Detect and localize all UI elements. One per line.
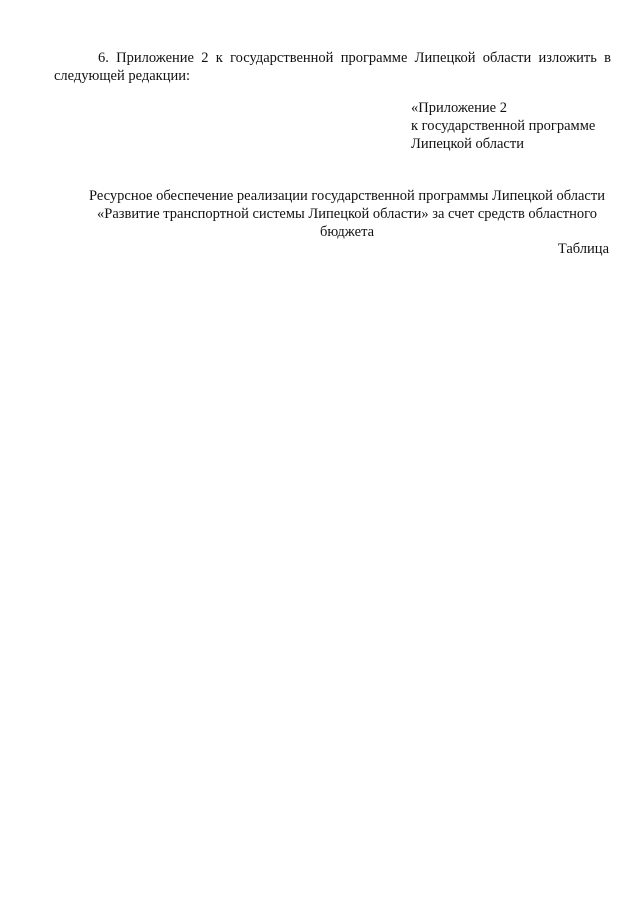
section-heading-line-3: бюджета — [319, 224, 375, 240]
annex-header-line-2: к государственной программе — [411, 118, 596, 134]
amendment-paragraph-text: 6. Приложение 2 к государственной программе Липецкой области изложить в следующей редакции: — [54, 50, 611, 84]
amendment-paragraph — [54, 49, 611, 85]
annex-header — [411, 99, 621, 153]
section-heading-line-2: «Развитие транспортной системы Липецкой области» за счет средств областного — [97, 206, 597, 222]
section-heading-line-1: Ресурсное обеспечение реализации государственной программы Липецкой области — [89, 188, 605, 204]
section-heading — [54, 187, 640, 241]
table-label: Таблица — [557, 241, 609, 257]
annex-header-line-1: «Приложение 2 — [411, 100, 507, 116]
annex-header-line-3: Липецкой области — [411, 136, 524, 152]
